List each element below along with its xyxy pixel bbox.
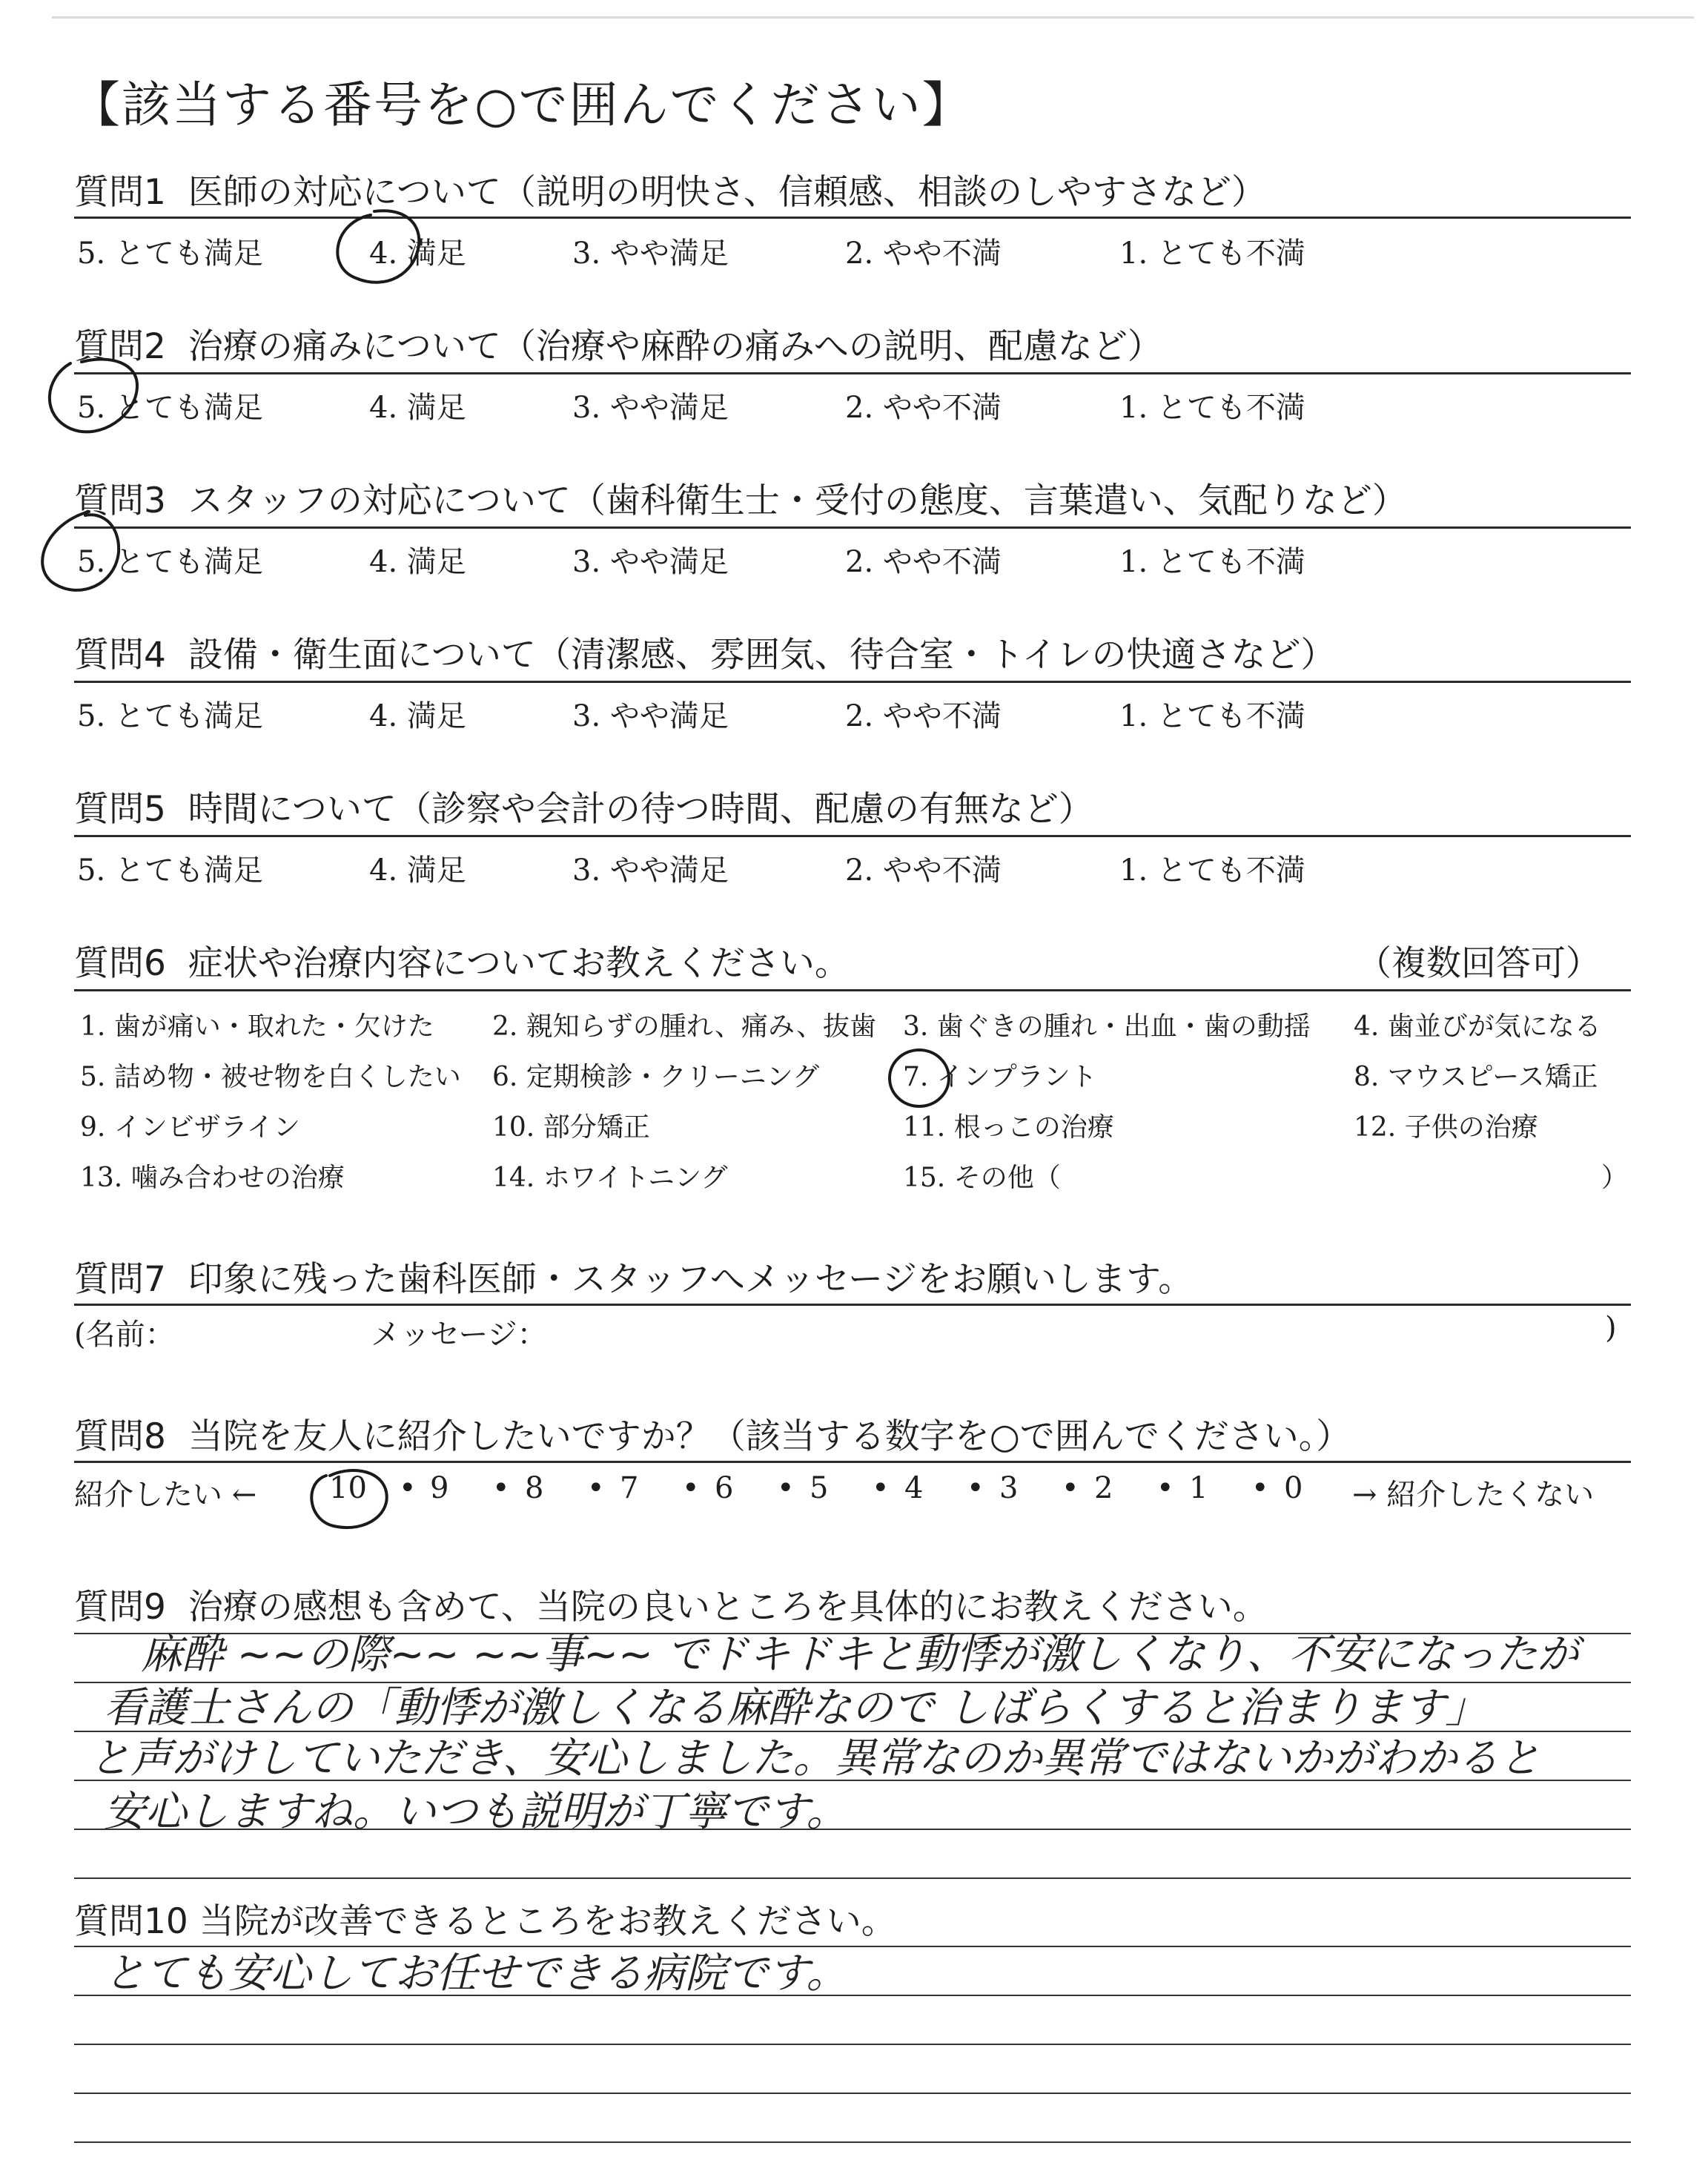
scale-dot: • <box>587 1471 605 1505</box>
answer-circle <box>42 512 119 590</box>
q2-option-3[interactable]: 3. やや満足 <box>572 391 729 425</box>
message-label: メッセージ： <box>371 1318 547 1352</box>
q6-option-5[interactable]: 5. 詰め物・被せ物を白くしたい <box>80 1062 461 1092</box>
q1-option-3[interactable]: 3. やや満足 <box>572 237 729 271</box>
scale-5[interactable]: 5 <box>810 1471 829 1505</box>
q6-option-9[interactable]: 9. インビザライン <box>80 1112 300 1143</box>
q6-option-2[interactable]: 2. 親知らずの腫れ、痛み、抜歯 <box>492 1011 877 1042</box>
page-title: 【該当する番号を○で囲んでください】 <box>71 76 973 133</box>
question-label: 質問8 <box>74 1416 166 1457</box>
q6-option-3[interactable]: 3. 歯ぐきの腫れ・出血・歯の動揺 <box>903 1011 1311 1042</box>
recommend-right-label: → 紹介したくない <box>1352 1478 1595 1512</box>
scale-dot: • <box>967 1471 984 1505</box>
question-label: 質問10 <box>74 1901 188 1942</box>
message-close-paren: ) <box>1605 1311 1617 1345</box>
q2-option-4[interactable]: 4. 満足 <box>369 391 466 425</box>
q4-option-5[interactable]: 5. とても満足 <box>77 699 263 733</box>
q6-option-8[interactable]: 8. マウスピース矯正 <box>1354 1062 1598 1092</box>
q5-option-5[interactable]: 5. とても満足 <box>77 853 263 888</box>
multiple-answer-note: （複数回答可） <box>1357 943 1601 984</box>
handwritten-answer-line: 看護士さんの「動悸が激しくなる麻酔なので しばらくすると治まります」 <box>104 1684 1487 1732</box>
handwritten-answer-line: 麻酔 ~~の際~~ ~~事~~ でドキドキと動悸が激しくなり、不安になったが <box>141 1631 1579 1679</box>
question-label: 質問4 <box>74 635 166 676</box>
q6-other-close-paren: ） <box>1601 1163 1629 1193</box>
scale-9[interactable]: 9 <box>430 1471 449 1505</box>
answer-circle <box>311 1470 386 1527</box>
scale-dot: • <box>399 1471 417 1505</box>
q2-option-1[interactable]: 1. とても不満 <box>1119 391 1305 425</box>
q6-option-13[interactable]: 13. 噛み合わせの治療 <box>80 1163 345 1193</box>
answer-circle <box>50 360 137 432</box>
q4-option-1[interactable]: 1. とても不満 <box>1119 699 1305 733</box>
scale-dot: • <box>1251 1471 1269 1505</box>
q1-option-2[interactable]: 2. やや不満 <box>845 237 1002 271</box>
question-text: 当院が改善できるところをお教えください。 <box>199 1901 896 1942</box>
q1-option-5[interactable]: 5. とても満足 <box>77 237 263 271</box>
q5-option-2[interactable]: 2. やや不満 <box>845 853 1002 888</box>
question-label: 質問6 <box>74 943 166 984</box>
q1-option-1[interactable]: 1. とても不満 <box>1119 237 1305 271</box>
q6-option-6[interactable]: 6. 定期検診・クリーニング <box>492 1062 820 1092</box>
scale-7[interactable]: 7 <box>620 1471 639 1505</box>
scale-dot: • <box>492 1471 510 1505</box>
question-label: 質問9 <box>74 1587 166 1628</box>
scale-dot: • <box>1062 1471 1079 1505</box>
q5-option-4[interactable]: 4. 満足 <box>369 853 466 888</box>
q3-option-5[interactable]: 5. とても満足 <box>77 545 263 579</box>
q6-option-10[interactable]: 10. 部分矯正 <box>492 1112 650 1143</box>
scale-dot: • <box>777 1471 795 1505</box>
q3-option-2[interactable]: 2. やや不満 <box>845 545 1002 579</box>
q4-option-2[interactable]: 2. やや不満 <box>845 699 1002 733</box>
q6-option-12[interactable]: 12. 子供の治療 <box>1354 1112 1538 1143</box>
q4-option-4[interactable]: 4. 満足 <box>369 699 466 733</box>
recommend-left-label: 紹介したい ← <box>74 1478 257 1512</box>
question-text: 時間について（診察や会計の待つ時間、配慮の有無など） <box>188 789 1093 830</box>
handwritten-answer-line: 安心しますね。いつも説明が丁寧です。 <box>104 1788 848 1836</box>
scale-dot: • <box>1156 1471 1174 1505</box>
question-text: 治療の痛みについて（治療や麻酔の痛みへの説明、配慮など） <box>188 326 1162 367</box>
q6-option-14[interactable]: 14. ホワイトニング <box>492 1163 728 1193</box>
question-label: 質問2 <box>74 326 166 367</box>
q3-option-1[interactable]: 1. とても不満 <box>1119 545 1305 579</box>
q2-option-2[interactable]: 2. やや不満 <box>845 391 1002 425</box>
q1-option-4[interactable]: 4. 満足 <box>369 237 466 271</box>
answer-circle <box>890 1050 949 1106</box>
question-text: 医師の対応について（説明の明快さ、信頼感、相談のしやすさなど） <box>188 172 1266 213</box>
question-text: 当院を友人に紹介したいですか？（該当する数字を○で囲んでください。） <box>188 1416 1351 1457</box>
scale-2[interactable]: 2 <box>1094 1471 1113 1505</box>
answer-circle <box>337 211 419 283</box>
question-label: 質問3 <box>74 480 166 521</box>
scale-10[interactable]: 10 <box>329 1471 367 1505</box>
scale-4[interactable]: 4 <box>904 1471 924 1505</box>
q6-option-1[interactable]: 1. 歯が痛い・取れた・欠けた <box>80 1011 434 1042</box>
q3-option-3[interactable]: 3. やや満足 <box>572 545 729 579</box>
scale-8[interactable]: 8 <box>525 1471 544 1505</box>
q6-option-7[interactable]: 7. インプラント <box>903 1062 1097 1092</box>
q4-option-3[interactable]: 3. やや満足 <box>572 699 729 733</box>
q2-option-5[interactable]: 5. とても満足 <box>77 391 263 425</box>
q6-option-4[interactable]: 4. 歯並びが気になる <box>1354 1011 1601 1042</box>
question-text: 印象に残った歯科医師・スタッフへメッセージをお願いします。 <box>188 1259 1194 1300</box>
q5-option-3[interactable]: 3. やや満足 <box>572 853 729 888</box>
question-text: 症状や治療内容についてお教えください。 <box>188 943 850 984</box>
question-text: スタッフの対応について（歯科衛生士・受付の態度、言葉遣い、気配りなど） <box>188 480 1407 521</box>
handwritten-answer-line: とても安心してお任せできる病院です。 <box>104 1949 848 1998</box>
scale-dot: • <box>872 1471 890 1505</box>
scale-3[interactable]: 3 <box>999 1471 1019 1505</box>
q5-option-1[interactable]: 1. とても不満 <box>1119 853 1305 888</box>
scale-dot: • <box>682 1471 700 1505</box>
question-text: 設備・衛生面について（清潔感、雰囲気、待合室・トイレの快適さなど） <box>188 635 1336 676</box>
handwritten-answer-line: と声がけしていただき、安心しました。異常なのか異常ではないかがわかると <box>89 1734 1540 1783</box>
scale-0[interactable]: 0 <box>1284 1471 1303 1505</box>
scale-1[interactable]: 1 <box>1189 1471 1208 1505</box>
question-label: 質問7 <box>74 1259 166 1300</box>
name-label: (名前： <box>74 1318 175 1352</box>
q3-option-4[interactable]: 4. 満足 <box>369 545 466 579</box>
question-text: 治療の感想も含めて、当院の良いところを具体的にお教えください。 <box>188 1587 1268 1628</box>
scale-6[interactable]: 6 <box>715 1471 734 1505</box>
question-label: 質問5 <box>74 789 166 830</box>
q6-option-11[interactable]: 11. 根っこの治療 <box>903 1112 1114 1143</box>
question-label: 質問1 <box>74 172 166 213</box>
q6-option-15[interactable]: 15. その他（ <box>903 1163 1061 1193</box>
